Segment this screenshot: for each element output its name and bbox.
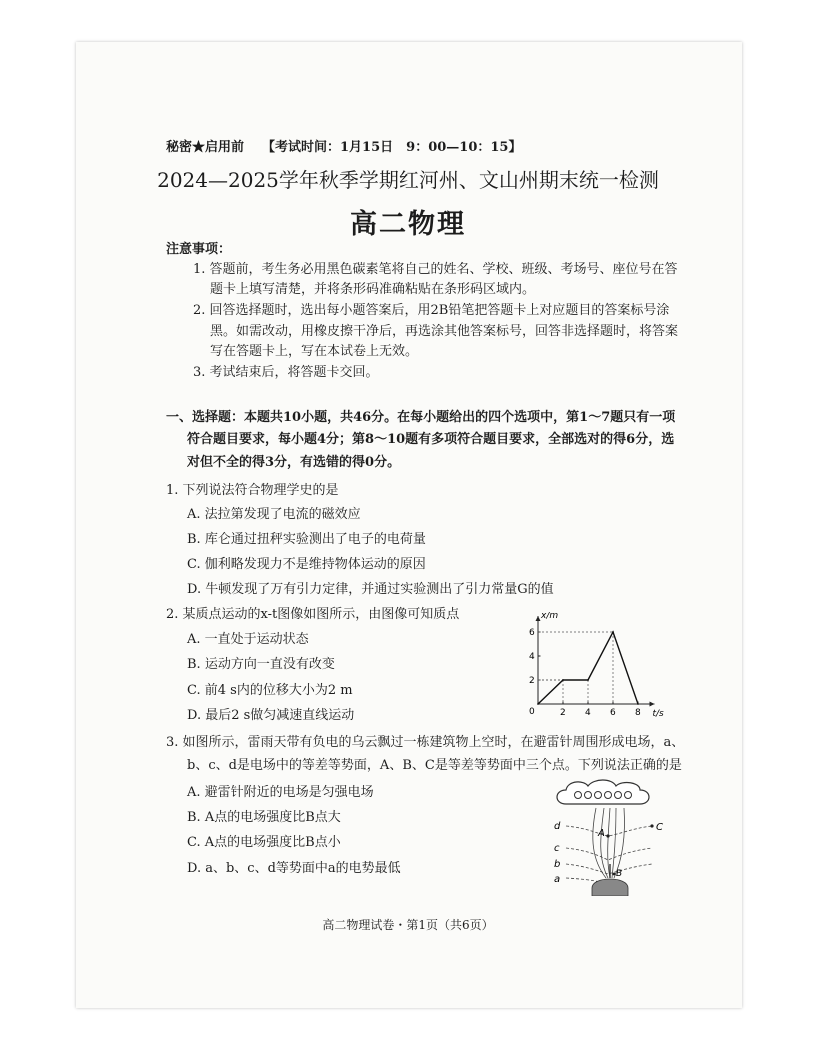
- exam-time: 【考试时间：1月15日 9：00—10：15】: [262, 140, 522, 155]
- x-axis-label: t/s: [652, 709, 664, 719]
- data-point: [537, 703, 539, 705]
- thundercloud: [557, 780, 649, 804]
- xt-chart: [522, 612, 672, 724]
- x-tick-label: 2: [560, 708, 566, 718]
- label-b: b: [554, 859, 561, 870]
- secret-label: 秘密★启用前: [166, 140, 245, 155]
- exam-header: [166, 136, 521, 155]
- x-tick-label: 4: [585, 708, 591, 718]
- question-1-option-d: D. 牛顿发现了万有引力定律，并通过实验测出了引力常量G的值: [187, 582, 554, 597]
- field-line: [601, 808, 608, 878]
- point-A: [606, 834, 609, 837]
- question-1-option-c: C. 伽利略发现力不是维持物体运动的原因: [187, 557, 426, 572]
- lightning-field-figure: [548, 778, 672, 896]
- notice-line: 题卡上填写清楚，并将条形码准确粘贴在条形码区域内。: [210, 282, 536, 297]
- question-2-option-c: C. 前4 s内的位移大小为2 m: [187, 683, 353, 698]
- x-axis-arrow: [650, 702, 655, 707]
- question-3-option-b: B. A点的电场强度比B点大: [187, 810, 341, 825]
- equipotential-c: [566, 848, 652, 860]
- notice-line: 3. 考试结束后，将答题卡交回。: [193, 365, 379, 380]
- label-c: c: [554, 843, 560, 854]
- label-a: a: [554, 874, 561, 885]
- subject-title: 高二物理: [350, 209, 466, 240]
- exam-title: 2024—2025学年秋季学期红河州、文山州期末统一检测: [157, 168, 659, 192]
- origin-label: 0: [529, 707, 535, 717]
- y-tick-label: 4: [529, 652, 535, 662]
- notice-line: 写在答题卡上，写在本试卷上无效。: [210, 344, 419, 359]
- section-heading-line: 符合题目要求，每小题4分；第8～10题有多项符合题目要求，全部选对的得6分，选: [187, 432, 675, 447]
- label-B: B: [616, 869, 623, 879]
- data-point: [587, 679, 589, 681]
- data-point: [637, 703, 639, 705]
- notice-heading: 注意事项：: [166, 242, 232, 257]
- data-point: [612, 631, 614, 633]
- question-1-option-b: B. 库仑通过扭秤实验测出了电子的电荷量: [187, 532, 426, 547]
- section-heading-line: 一、选择题：本题共10小题，共46分。在每小题给出的四个选项中，第1～7题只有一项: [166, 410, 676, 425]
- question-3-stem-line: 3. 如图所示，雷雨天带有负电的乌云飘过一栋建筑物上空时，在避雷针周围形成电场，a、: [166, 735, 685, 750]
- notice-line: 1. 答题前，考生务必用黑色碳素笔将自己的姓名、学校、班级、考场号、座位号在答: [193, 262, 678, 277]
- question-1-option-a: A. 法拉第发现了电流的磁效应: [187, 507, 361, 522]
- question-3-option-c: C. A点的电场强度比B点小: [187, 835, 341, 850]
- notice-line: 黑。如需改动，用橡皮擦干净后，再选涂其他答案标号，回答非选择题时，将答案: [210, 324, 679, 339]
- question-3-option-d: D. a、b、c、d等势面中a的电势最低: [187, 861, 401, 876]
- label-A: A: [598, 828, 605, 839]
- y-axis-label: x/m: [541, 612, 559, 621]
- question-1-stem: 1. 下列说法符合物理学史的是: [166, 483, 339, 498]
- label-C: C: [656, 822, 663, 833]
- question-2-option-b: B. 运动方向一直没有改变: [187, 657, 335, 672]
- y-tick-label: 6: [529, 628, 535, 638]
- point-C: [650, 824, 653, 827]
- field-lines: [593, 808, 625, 878]
- label-d: d: [554, 821, 561, 832]
- notice-line: 2. 回答选择题时，选出每小题答案后，用2B铅笔把答题卡上对应题目的答案标号涂: [193, 303, 670, 318]
- question-3-option-a: A. 避雷针附近的电场是匀强电场: [187, 785, 374, 800]
- question-2-option-d: D. 最后2 s做匀减速直线运动: [187, 708, 355, 723]
- field-line: [612, 808, 616, 878]
- data-point: [562, 679, 564, 681]
- y-tick-label: 2: [529, 676, 535, 686]
- section-heading-line: 对但不全的得3分，有选错的得0分。: [187, 455, 401, 470]
- point-B: [613, 873, 616, 876]
- page-footer: 高二物理试卷・第1页（共6页）: [322, 918, 494, 932]
- y-axis-arrow: [536, 616, 541, 621]
- question-3-stem-line: b、c、d是电场中的等差等势面，A、B、C是等差等势面中三个点。下列说法正确的是: [187, 758, 682, 773]
- x-tick-label: 6: [610, 708, 616, 718]
- x-tick-label: 8: [635, 708, 641, 718]
- question-2-option-a: A. 一直处于运动状态: [187, 632, 309, 647]
- question-2-stem: 2. 某质点运动的x-t图像如图所示，由图像可知质点: [166, 607, 460, 622]
- xt-chart-layer: [529, 612, 664, 719]
- equipotential-a: [566, 878, 600, 882]
- building-dome: [592, 879, 628, 896]
